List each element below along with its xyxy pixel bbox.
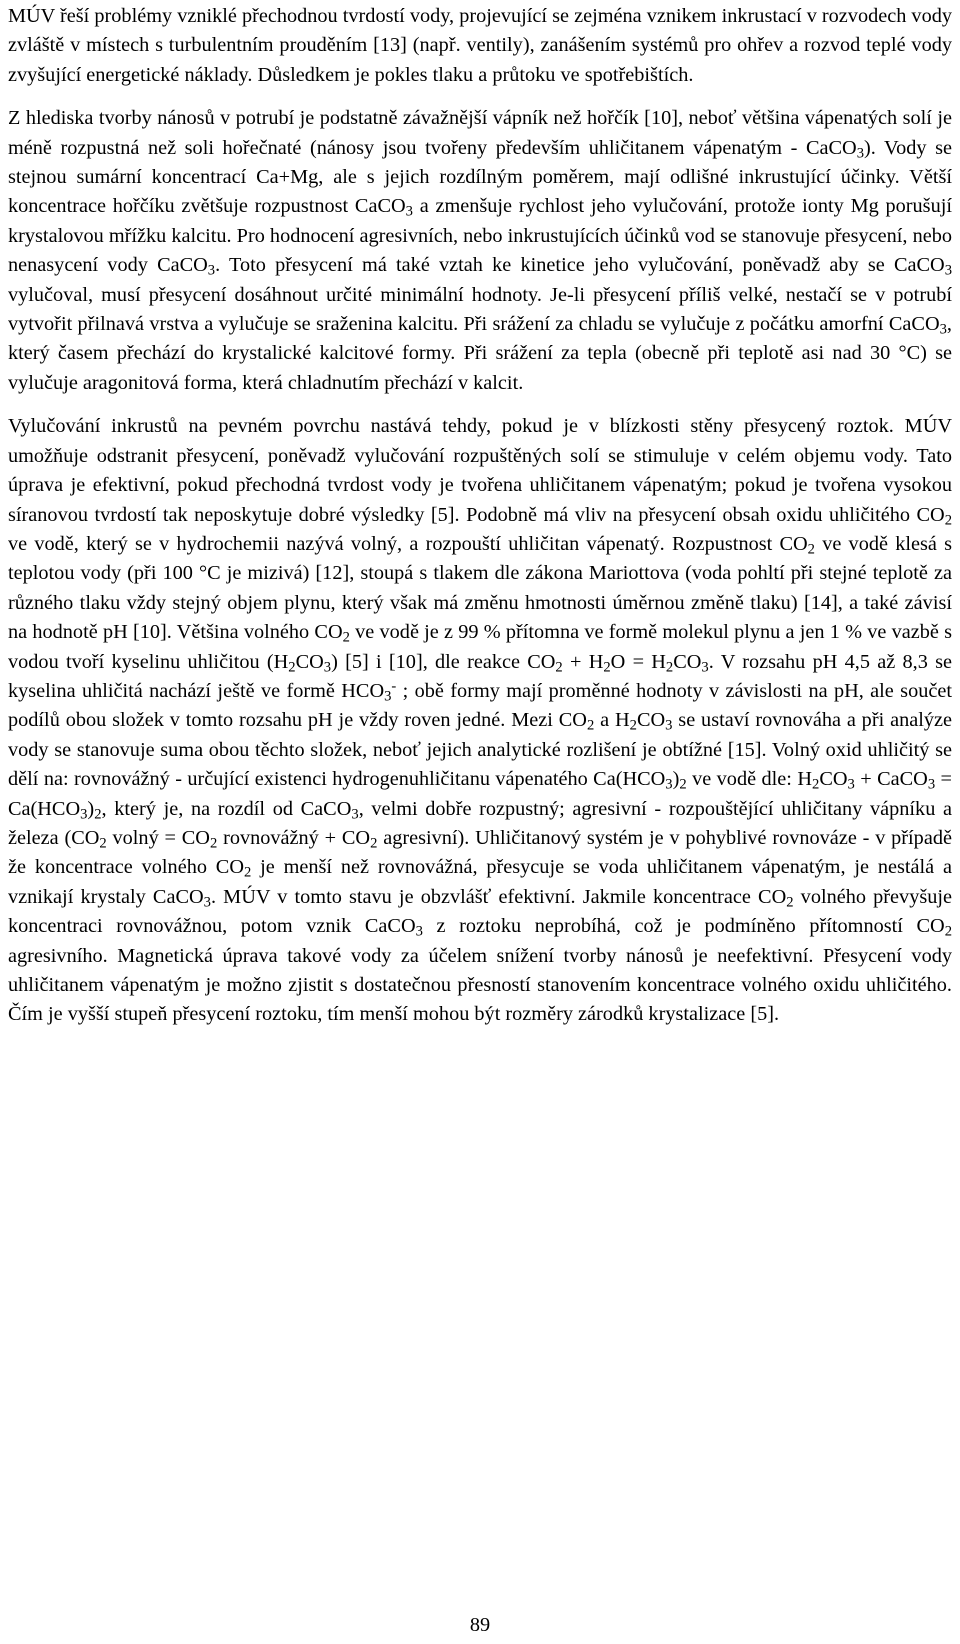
page-number: 89 xyxy=(469,1614,491,1636)
paragraph-3: Vylučování inkrustů na pevném povrchu nastává tehdy, pokud je v blízkosti stěny přesycený roztok. MÚV umožňuje odstranit přesycení, poněvadž vylučování rozpuštěných solí se stimuluje v celém objemu vody. Tato úprava je efektivní, pokud přechodná tvrdost vody je tvořena uhličitanem vápenatým; pokud je tvořena vysokou síranovou tvrdostí tak neposkytuje dobré výsledky [5]. Podobně má vliv na přesycení obsah oxidu uhličitého $CO_2$ ve vodě, který se v hydrochemii nazývá volný, a rozpouští uhličitan vápenatý. Rozpustnost $CO_2$ ve vodě klesá s teplotou vody (při 100 °C je mizivá) [12], stoupá s tlakem dle zákona Mariottova (voda pohltí při stejné teplotě za různého tlaku vždy stejný objem plynu, který však má změnu hmotnosti úměrnou změně tlaku) [14], a také závisí na hodnotě pH [10]. Většina volného $CO_2$ ve vodě je z 99 % přítomna ve formě molekul plynu a jen 1 % ve vazbě s vodou tvoří kyselinu uhličitou $(H_2CO_3)$ [5] i [10], dle reakce $CO_2 + H_2O = H_2CO_3$. V rozsahu pH 4,5 až 8,3 se kyselina uhličitá nachází ještě ve formě $HCO_3^-$ ; obě formy mají proměnné hodnoty v závislosti na pH, ale součet podílů obou složek v tomto rozsahu pH je vždy roven jedné. Mezi $CO_2$ a $H_2CO_3$ se ustaví rovnováha a při analýze vody se stanovuje suma obou těchto složek, neboť jejich analytické rozlišení je obtížné [15]. Volný oxid uhličitý se dělí na: rovnovážný - určující existenci hydrogenuhličitanu vápenatého $Ca(HCO_3)_2$ ve vodě dle: $H_2CO_3$ + CaCO$_3$ = $Ca(HCO_3)_2$, který je, na rozdíl od CaCO$_3$, velmi dobře rozpustný; agresivní - rozpouštějící uhličitany vápníku a železa ($CO_2$ volný = $CO_2$ rovnovážný + $CO_2$ agresivní). Uhličitanový systém je v pohyblivé rovnováze - v případě že koncentrace volného $CO_2$ je menší než rovnovážná, přesycuje se voda uhličitanem vápenatým, je nestálá a vznikají krystaly CaCO$_3$. MÚV v tomto stavu je obzvlášť efektivní. Jakmile koncentrace $CO_2$ volného převyšuje koncentraci rovnovážnou, potom vznik CaCO$_3$ z roztoku neprobíhá, což je podmíněno přítomností $CO_2$ agresivního. Magnetická úprava takové vody za účelem snížení tvorby nánosů je neefektivní. Přesycení vody uhličitanem vápenatým je možno zjistit s dostatečnou přesností stanovením koncentrace volného oxidu uhličitého. Čím je vyšší stupeň přesycení roztoku, tím menší mohou být rozměry zárodků krystalizace [5]. xyxy=(8,415,953,1026)
paragraph-1: MÚV řeší problémy vzniklé přechodnou tvrdostí vody, projevující se zejména vznikem inkrustací v rozvodech vody zvláště v místech s turbulentním prouděním [13] (např. ventily), zanášením systémů pro ohřev a rozvod teplé vody zvyšující energetické náklady. Důsledkem je pokles tlaku a průtoku ve spotřebištích. xyxy=(8,5,952,86)
paragraph-2: Z hlediska tvorby nánosů v potrubí je podstatně závažnější vápník než hořčík [10], neboť většina vápenatých solí je méně rozpustná než soli hořečnaté (nánosy jsou tvořeny především uhličitanem vápenatým - CaCO$_3$). Vody se stejnou sumární koncentrací Ca+Mg, ale s jejich rozdílným poměrem, mají odlišné inkrustující účinky. Větší koncentrace hořčíku zvětšuje rozpustnost CaCO$_3$ a zmenšuje rychlost jeho vylučování, protože ionty Mg porušují krystalovou mřížku kalcitu. Pro hodnocení agresivních, nebo inkrustujících účinků vod se stanovuje přesycení, nebo nenasycení vody CaCO$_3$. Toto přesycení má také vztah ke kinetice jeho vylučování, poněvadž aby se CaCO$_3$ vylučoval, musí přesycení dosáhnout určité minimální hodnoty. Je-li přesycení příliš velké, nestačí se v potrubí vytvořit přilnavá vrstva a vylučuje se sraženina kalcitu. Při srážení za chladu se vylučuje z počátku amorfní CaCO$_3$, který časem přechází do krystalické kalcitové formy. Při srážení za tepla (obecně při teplotě asi nad 30 °C) se vylučuje aragonitová forma, která chladnutím přechází v kalcit. xyxy=(8,107,952,394)
body-text xyxy=(8,2,952,1030)
